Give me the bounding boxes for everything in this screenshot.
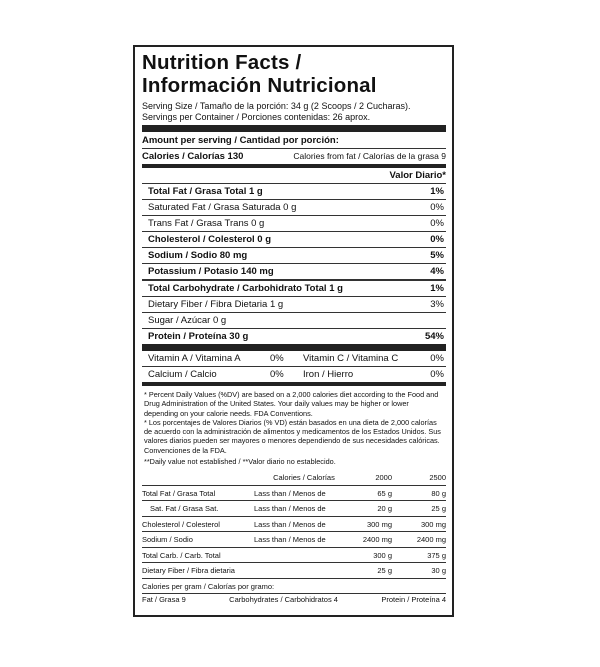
- fat-per-gram: Fat / Grasa 9: [142, 594, 186, 604]
- title-line-1: Nutrition Facts /: [142, 51, 302, 74]
- daily-value-header: Valor Diario*: [389, 170, 446, 181]
- calories-from-fat: Calories from fat / Calorías de la grasa 9: [293, 151, 446, 161]
- carbs-per-gram: Carbohydrates / Carbohidratos 4: [229, 594, 338, 604]
- serving-size: Serving Size / Tamaño de la porción: 34 g (2 Scoops / 2 Cucharas).: [142, 101, 411, 111]
- calories-per-gram-row: [142, 594, 446, 606]
- table-row: Total Carb. / Carb. Total 300 g 375 g: [142, 547, 446, 563]
- nutrient-row-potassium: Potassium / Potasio 140 mg 4%: [148, 266, 444, 277]
- nutrient-row-sodium: Sodium / Sodio 80 mg 5%: [148, 250, 444, 261]
- calories-per-gram-title: Calories per gram / Calorías por gramo:: [142, 581, 275, 591]
- vitamin-row: Vitamin A / Vitamina A 0% Vitamin C / Vitamina C 0%: [148, 353, 444, 364]
- daily-values-table: [142, 470, 446, 579]
- table-row: Dietary Fiber / Fibra dietaria 25 g 30 g: [142, 563, 446, 579]
- title-line-2: Información Nutricional: [142, 74, 377, 97]
- amount-per-serving: Amount per serving / Cantidad por porción:: [142, 135, 339, 146]
- nutrient-row-protein: Protein / Proteína 30 g 54%: [148, 331, 444, 342]
- table-header: Calories / Calorías 2000 2500: [142, 470, 446, 485]
- footnote-spanish: * Los porcentajes de Valores Diarios (% VD) están basados en una dieta de 2,000 calorías de acuerdo con la administración de alimentos y medicamentos de los Estados Unidos. Sus valores diarios pueden ser mayores o menores dependiendo de sus necesidades calóricas. Convenciones de la FDA.: [144, 417, 441, 455]
- table-row: Total Fat / Grasa Total Lass than / Menos de 65 g 80 g: [142, 485, 446, 501]
- divider-thick: [142, 344, 446, 351]
- table-row: Sat. Fat / Grasa Sat. Lass than / Menos de 20 g 25 g: [142, 501, 446, 517]
- divider-thick: [142, 125, 446, 132]
- nutrient-row-total-carbohydrate: Total Carbohydrate / Carbohidrato Total 1 g 1%: [148, 283, 444, 294]
- table-row: Sodium / Sodio Lass than / Menos de 2400 mg 2400 mg: [142, 532, 446, 548]
- protein-per-gram: Protein / Proteína 4: [381, 594, 446, 604]
- nutrition-facts-label: [133, 45, 454, 617]
- nutrient-row-trans-fat: Trans Fat / Grasa Trans 0 g 0%: [148, 218, 444, 229]
- nutrient-row-saturated-fat: Saturated Fat / Grasa Saturada 0 g 0%: [148, 202, 444, 213]
- calories-row: [142, 149, 446, 164]
- nutrient-row-total-fat: Total Fat / Grasa Total 1 g 1%: [148, 186, 444, 197]
- table-row: Cholesterol / Colesterol Lass than / Menos de 300 mg 300 mg: [142, 516, 446, 532]
- nutrient-row-dietary-fiber: Dietary Fiber / Fibra Dietaria 1 g 3%: [148, 299, 444, 310]
- not-established-note: **Daily value not established / **Valor diario no establecido.: [144, 457, 336, 467]
- calories: Calories / Calorías 130: [142, 151, 244, 162]
- nutrient-row-sugar: Sugar / Azúcar 0 g: [148, 315, 227, 326]
- footnote-english: * Percent Daily Values (%DV) are based on a 2,000 calories diet according to the Food and Drug Administration of the United States. Your daily values may be higher or lower depending on your calorie needs. FDA Conventions.: [144, 390, 439, 418]
- vitamin-row: Calcium / Calcio 0% Iron / Hierro 0%: [148, 369, 444, 380]
- nutrient-row-cholesterol: Cholesterol / Colesterol 0 g 0%: [148, 234, 444, 245]
- servings-per-container: Servings per Container / Porciones contenidas: 26 aprox.: [142, 112, 371, 122]
